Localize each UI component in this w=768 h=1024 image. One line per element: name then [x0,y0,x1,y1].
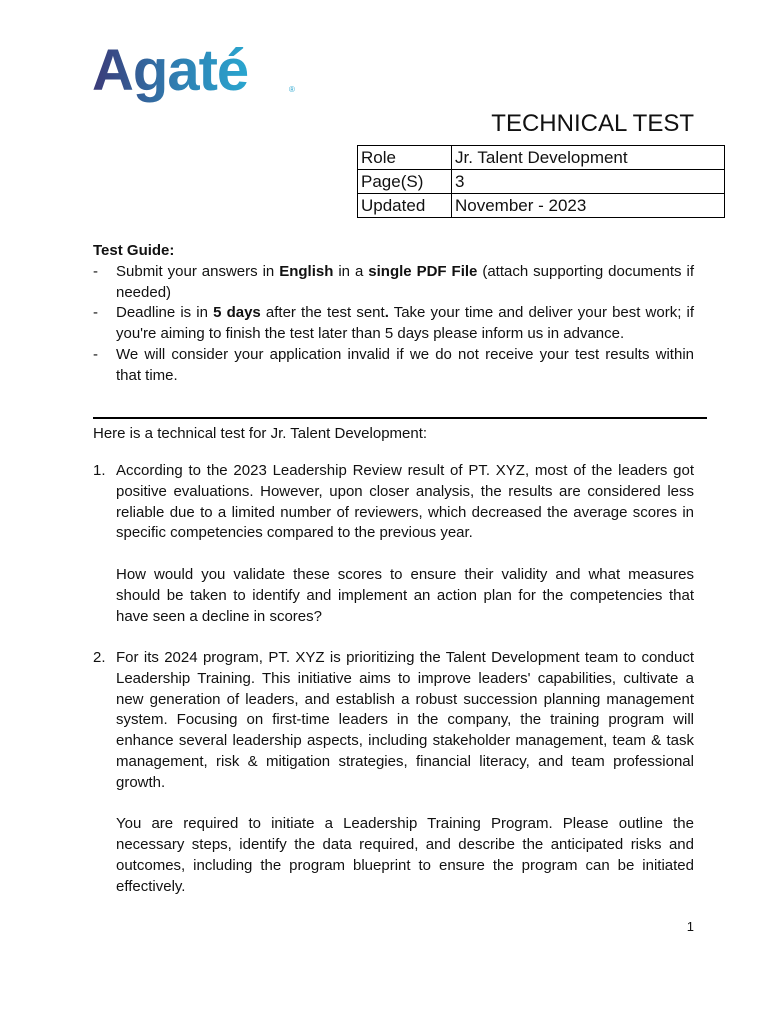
page-number: 1 [686,919,694,934]
test-guide-title: Test Guide: [93,242,175,259]
question-paragraph: You are required to initiate a Leadership Training Program. Please outline the necessary steps, identify the data required, and describe the anticipated risks and outcomes, including the program blueprint to ensure the program can be initiated effectively. [116,815,694,895]
registered-mark: ® [289,85,295,94]
table-row [358,170,725,194]
guide-item: - Submit your answers in English in a single PDF File (attach supporting documents if needed) [93,262,694,304]
list-item [93,648,694,898]
guide-item: - We will consider your application invalid if we do not receive your test results within that time. [93,345,694,387]
updated-value: November - 2023 [452,194,725,218]
divider [93,417,707,419]
question-number: 1. [93,462,106,479]
table-row [358,146,725,170]
page-title: TECHNICAL TEST [491,110,694,137]
question-paragraph: How would you validate these scores to ensure their validity and what measures should be taken to identify and implement an action plan for the competencies that have seen a decline in scores? [116,565,694,625]
pages-value: 3 [452,170,725,194]
guide-item: - Deadline is in 5 days after the test sent. Take your time and deliver your best work; if you're aiming to finish the test later than 5 days please inform us in advance. [93,303,694,345]
intro-text: Here is a technical test for Jr. Talent Development: [93,425,428,442]
list-item [93,461,694,627]
question-1 [93,461,694,627]
question-2 [93,648,694,898]
logo-wordmark: Agaté [92,38,249,103]
test-guide [93,241,694,387]
role-value: Jr. Talent Development [452,146,725,170]
updated-label: Updated [358,194,452,218]
pages-label: Page(S) [358,170,452,194]
question-number: 2. [93,649,106,666]
role-label: Role [358,146,452,170]
question-paragraph: For its 2024 program, PT. XYZ is prioritizing the Talent Development team to conduct Leadership Training. This initiative aims to improve leaders' capabilities, cultivate a new generation of leaders, and establish a robust succession planning management system. Focusing on first-time leaders in the company, the training program will enhance several leadership aspects, including stakeholder management, team & task management, risk & mitigation strategies, financial literacy, and team professional growth. [116,649,694,791]
agate-logo [92,38,306,110]
document-info-table [357,145,725,218]
table-row [358,194,725,218]
guide-list [93,262,694,387]
question-paragraph: According to the 2023 Leadership Review result of PT. XYZ, most of the leaders got positive evaluations. However, upon closer analysis, the results are considered less reliable due to a limited number of reviewers, which decreased the average scores in specific competencies compared to the previous year. [116,462,694,542]
